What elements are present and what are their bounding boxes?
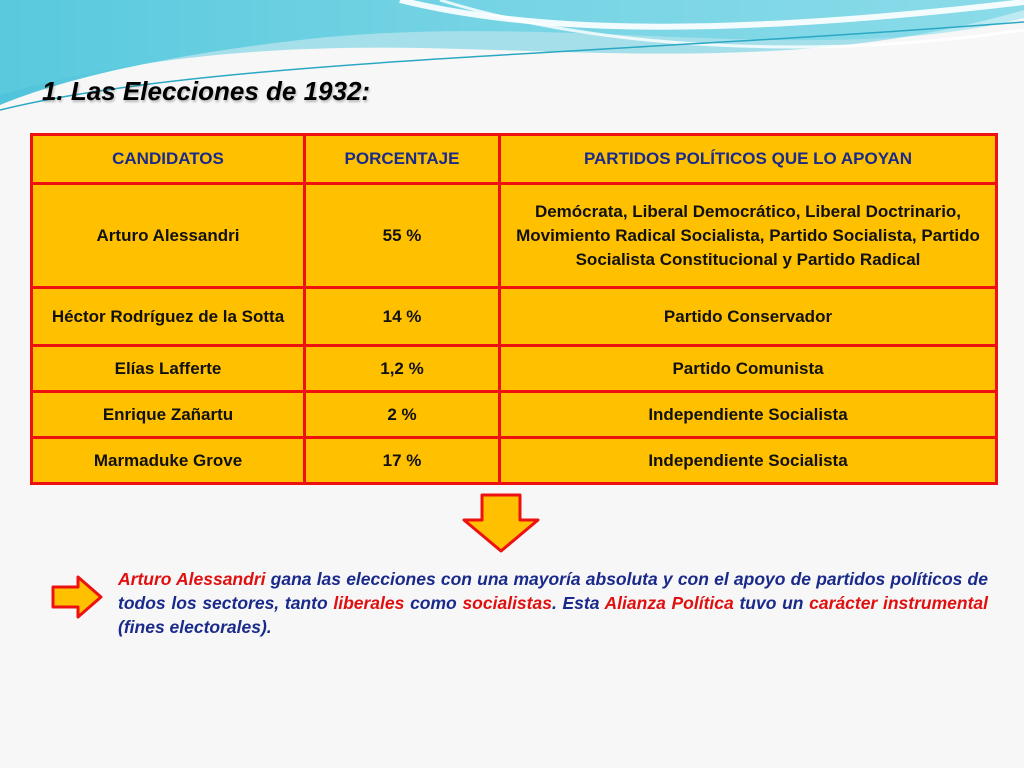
table-row	[32, 346, 997, 392]
header-parties: PARTIDOS POLÍTICOS QUE LO APOYAN	[500, 135, 997, 184]
conclusion-highlight-alianza: Alianza Política	[604, 593, 734, 613]
candidate-cell: Elías Lafferte	[32, 346, 305, 392]
percentage-cell: 14 %	[305, 288, 500, 346]
conclusion-text-part: gana las elecciones con una mayoría absoluta y con el apoyo de partidos políticos de todos los sectores, tanto	[118, 569, 988, 613]
conclusion-text-part: (fines electorales).	[118, 617, 272, 637]
conclusion-highlight-alessandri: Arturo Alessandri	[118, 569, 266, 589]
conclusion-highlight-instrumental: carácter instrumental	[809, 593, 989, 613]
elections-table	[30, 133, 998, 485]
parties-cell: Partido Comunista	[500, 346, 997, 392]
background-wave-decoration	[0, 0, 1024, 130]
arrow-down-icon	[460, 492, 542, 554]
candidate-cell: Héctor Rodríguez de la Sotta	[32, 288, 305, 346]
conclusion-highlight-socialistas: socialistas	[462, 593, 552, 613]
slide-title: 1. Las Elecciones de 1932:	[42, 76, 371, 106]
parties-cell: Independiente Socialista	[500, 438, 997, 484]
conclusion-text-part: tuvo un	[733, 593, 810, 613]
candidate-cell: Enrique Zañartu	[32, 392, 305, 438]
header-percentage: PORCENTAJE	[305, 135, 500, 184]
table-row	[32, 438, 997, 484]
conclusion-text-part: como	[404, 593, 463, 613]
table-row	[32, 288, 997, 346]
conclusion-text	[118, 567, 988, 639]
table-row	[32, 184, 997, 288]
parties-cell: Demócrata, Liberal Democrático, Liberal Doctrinario, Movimiento Radical Socialista, Partido Socialista, Partido Socialista Constitucional y Partido Radical	[500, 184, 997, 288]
candidate-cell: Arturo Alessandri	[32, 184, 305, 288]
parties-cell: Partido Conservador	[500, 288, 997, 346]
table-row	[32, 392, 997, 438]
percentage-cell: 55 %	[305, 184, 500, 288]
conclusion-highlight-liberales: liberales	[333, 593, 405, 613]
parties-cell: Independiente Socialista	[500, 392, 997, 438]
header-candidates: CANDIDATOS	[32, 135, 305, 184]
percentage-cell: 1,2 %	[305, 346, 500, 392]
arrow-right-icon	[50, 574, 104, 620]
candidate-cell: Marmaduke Grove	[32, 438, 305, 484]
table-header-row	[32, 135, 997, 184]
percentage-cell: 2 %	[305, 392, 500, 438]
conclusion-text-part: . Esta	[551, 593, 605, 613]
percentage-cell: 17 %	[305, 438, 500, 484]
